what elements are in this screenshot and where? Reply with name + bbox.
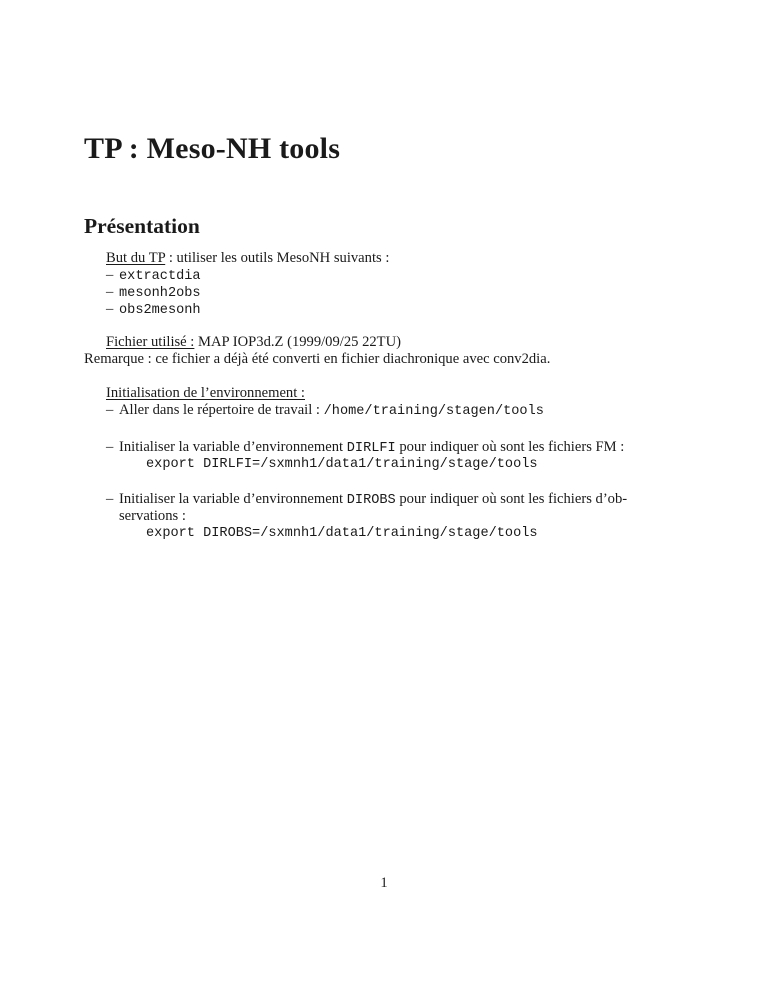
page-number: 1 [380,875,388,891]
init-step: – Initialiser la variable d’environnement DIRLFI pour indiquer où sont les fichiers FM : [106,439,625,456]
init-label: Initialisation de l’environnement : [106,385,305,401]
dash-bullet: – [106,402,114,418]
dash-bullet: – [106,439,114,455]
file-remark: Remarque : ce fichier a déjà été converti en fichier diachronique avec conv2dia. [84,351,551,367]
file-label: Fichier utilisé : [106,334,195,350]
file-value: MAP IOP3d.Z (1999/09/25 22TU) [194,334,401,350]
dash-bullet: – [106,284,114,300]
page-title: TP : Meso-NH tools [84,132,341,165]
tool-list-item [106,301,201,319]
init-step-continuation: servations : [119,508,186,524]
env-var-name: DIROBS [346,493,396,508]
export-command: export DIRLFI=/sxmnh1/data1/training/stage/tools [146,457,538,472]
goal-text: : utiliser les outils MesoNH suivants : [165,250,390,266]
dash-bullet: – [106,301,114,317]
section-heading: Présentation [84,214,200,238]
goal-line [106,250,389,267]
init-step: – Initialiser la variable d’environnement DIROBS pour indiquer où sont les fichiers d’ob- [106,491,628,508]
file-line [106,334,401,351]
tool-name: extractdia [119,269,201,284]
dash-bullet: – [106,267,114,283]
dash-bullet: – [106,491,114,507]
work-dir-path: /home/training/stagen/tools [323,404,544,419]
tool-name: obs2mesonh [119,303,201,318]
env-var-name: DIRLFI [346,441,396,456]
tool-list-item [106,267,201,285]
goal-label: But du TP [106,250,166,266]
tool-list-item [106,284,201,302]
init-step: – Aller dans le répertoire de travail : /home/training/stagen/tools [106,402,544,419]
export-command: export DIROBS=/sxmnh1/data1/training/stage/tools [146,526,538,541]
tool-name: mesonh2obs [119,286,201,301]
